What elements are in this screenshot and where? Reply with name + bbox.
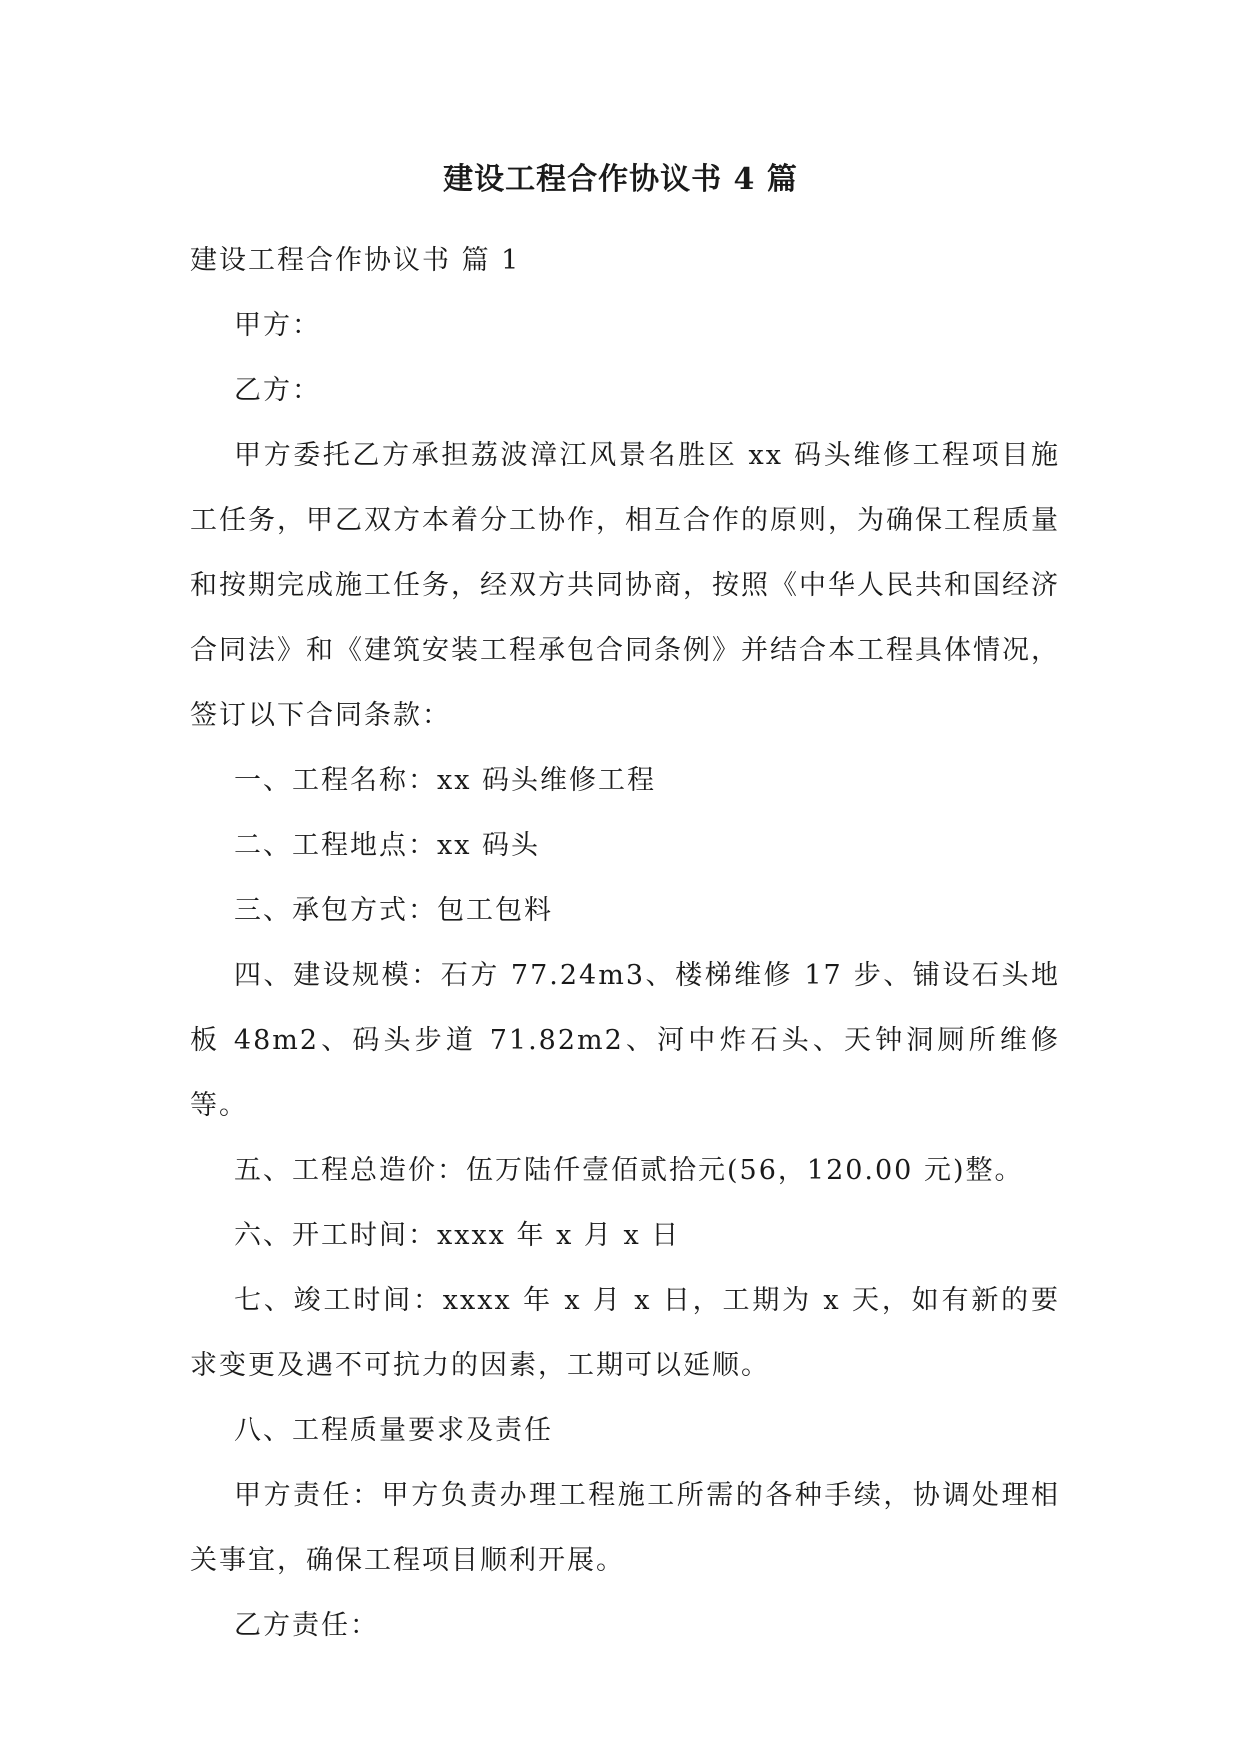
clause-quality-heading: 八、工程质量要求及责任 (234, 1415, 553, 1446)
party-b-responsibility: 乙方责任： (234, 1610, 379, 1641)
clause-completion-date: 七、竣工时间：xxxx 年 x 月 x 日，工期为 x 天，如有新的要求变更及遇不可抗力的因素，工期可以延顺。 (190, 1285, 1060, 1381)
section-heading: 建设工程合作协议书 篇 1 (190, 245, 521, 276)
clause-construction-scale: 四、建设规模：石方 77.24m3、楼梯维修 17 步、铺设石头地板 48m2、码头步道 71.82m2、河中炸石头、天钟洞厕所维修等。 (190, 960, 1060, 1121)
document-body (190, 228, 1060, 1658)
clause-total-cost: 五、工程总造价：伍万陆仟壹佰贰拾元(56，120.00 元)整。 (234, 1155, 1024, 1186)
clause-start-date: 六、开工时间：xxxx 年 x 月 x 日 (234, 1220, 681, 1251)
party-b-line: 乙方： (234, 375, 321, 406)
document-title: 建设工程合作协议书 4 篇 (443, 162, 798, 197)
party-a-responsibility: 甲方责任：甲方负责办理工程施工所需的各种手续，协调处理相关事宜，确保工程项目顺利开展。 (190, 1480, 1060, 1576)
clause-project-location: 二、工程地点：xx 码头 (234, 830, 541, 861)
clause-project-name: 一、工程名称：xx 码头维修工程 (234, 765, 657, 796)
intro-paragraph: 甲方委托乙方承担荔波漳江风景名胜区 xx 码头维修工程项目施工任务，甲乙双方本着分工协作，相互合作的原则，为确保工程质量和按期完成施工任务，经双方共同协商，按照《中华人民共和国经济合同法》和《建筑安装工程承包合同条例》并结合本工程具体情况，签订以下合同条款： (190, 440, 1060, 731)
clause-contract-method: 三、承包方式：包工包料 (234, 895, 553, 926)
party-a-line: 甲方： (234, 310, 321, 341)
